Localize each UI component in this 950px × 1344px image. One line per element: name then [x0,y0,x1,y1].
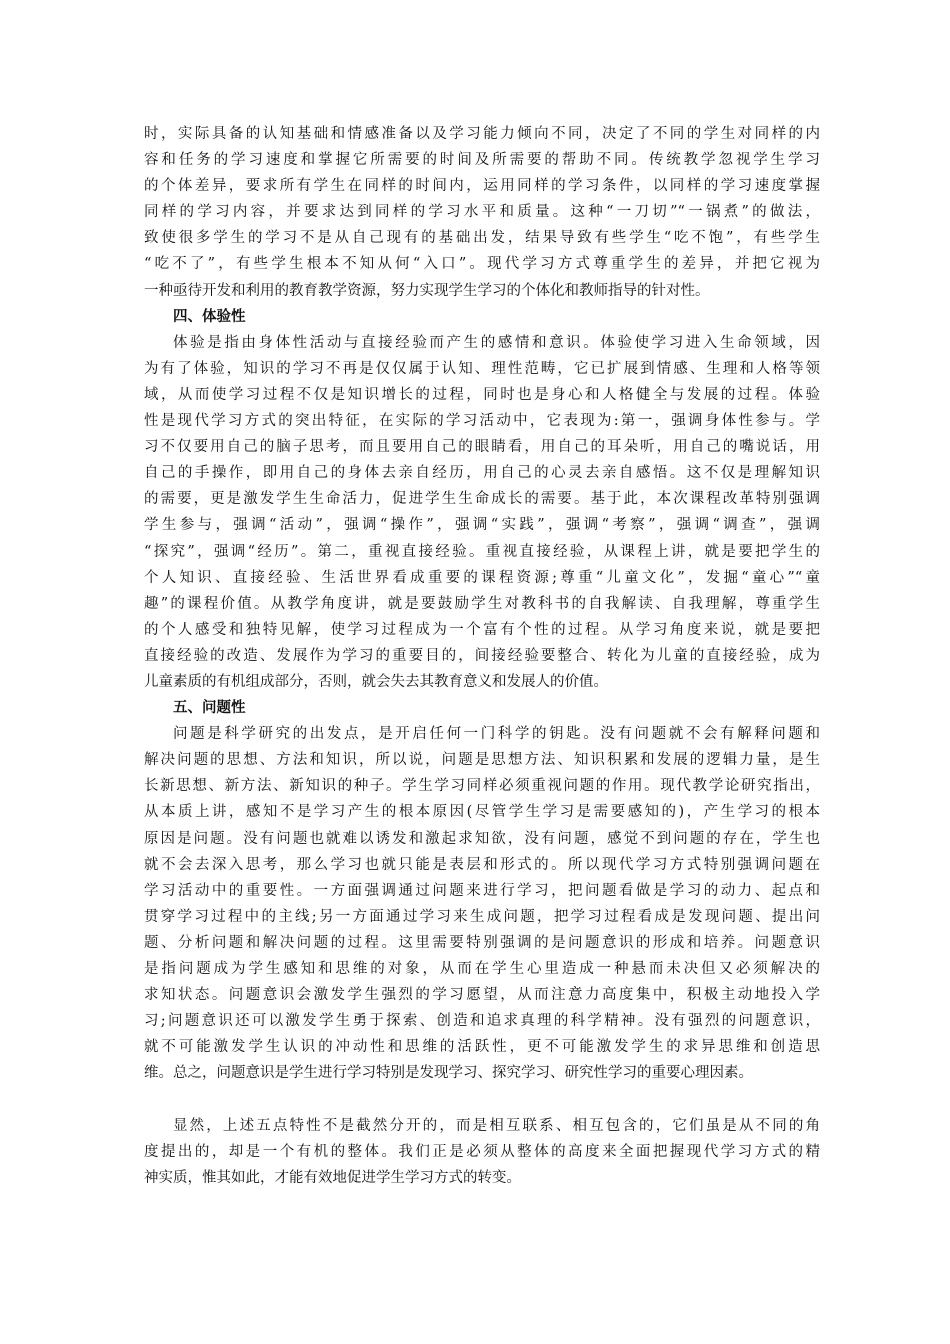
text-line: 神实质，惟其如此，才能有效地促进学生学习方式的转变。 [144,1169,521,1186]
text-line: “探究”，强调“经历”。第二，重视直接经验。重视直接经验，从课程上讲，就是要把学生的 [144,543,820,560]
section-problem-paragraph [144,721,820,1086]
text-line: 原因是问题。没有问题也就难以诱发和激起求知欲，没有问题，感觉不到问题的存在，学生也 [144,830,820,847]
text-line: 性是现代学习方式的突出特征，在实际的学习活动中，它表现为:第一，强调身体性参与。学 [144,413,820,430]
text-line: 学习活动中的重要性。一方面强调通过问题来进行学习，把问题看做是学习的动力、起点和 [144,882,820,899]
text-line: 容和任务的学习速度和掌握它所需要的时间及所需要的帮助不同。传统教学忽视学生学习 [144,152,820,169]
text-line: “吃不了”，有些学生根本不知从何“入口”。现代学习方式尊重学生的差异，并把它视为 [144,256,820,273]
text-line: 趣”的课程价值。从教学角度讲，就是要鼓励学生对教科书的自我解读、自我理解，尊重学生 [144,595,820,612]
text-line: 为有了体验，知识的学习不再是仅仅属于认知、理性范畴，它已扩展到情感、生理和人格等领 [144,360,820,377]
text-line: 直接经验的改造、发展作为学习的重要目的，间接经验要整合、转化为儿童的直接经验，成为 [144,647,820,664]
text-line: 儿童素质的有机组成部分，否则，就会失去其教育意义和发展人的价值。 [144,673,608,690]
section-experience-paragraph [144,330,820,695]
section-heading-problem: 五、问题性 [173,700,246,717]
text-line: 体验是指由身体性活动与直接经验而产生的感情和意识。体验使学习进入生命领域，因 [173,334,820,351]
text-line: 贯穿学习过程中的主线;另一方面通过学习来生成问题，把学习过程看成是发现问题、提出问 [144,908,820,925]
text-line: 题、分析问题和解决问题的过程。这里需要特别强调的是问题意识的形成和培养。问题意识 [144,934,820,951]
text-line: 的个人感受和独特见解，使学习过程成为一个富有个性的过程。从学习角度来说，就是要把 [144,621,820,638]
text-line: 维。总之，问题意识是学生进行学习特别是发现学习、探究学习、研究性学习的重要心理因素。 [144,1065,753,1082]
text-line: 是指问题成为学生感知和思维的对象，从而在学生心里造成一种悬而未决但又必须解决的 [144,961,820,977]
intro-paragraph [144,121,820,304]
text-line: 求知状态。问题意识会激发学生强烈的学习愿望，从而注意力高度集中，积极主动地投入学 [144,987,820,1004]
text-line: 长新思想、新方法、新知识的种子。学生学习同样必须重视问题的作用。现代教学论研究指出， [144,778,820,795]
document-body [144,121,820,1191]
text-line: 学生参与，强调“活动”，强调“操作”，强调“实践”，强调“考察”，强调“调查”，强调 [144,517,820,534]
conclusion-paragraph [144,1113,820,1191]
text-line: 一种亟待开发和利用的教育教学资源，努力实现学生学习的个体化和教师指导的针对性。 [144,282,710,299]
text-line: 从本质上讲，感知不是学习产生的根本原因(尽管学生学习是需要感知的)，产生学习的根本 [144,804,820,821]
text-line: 就不可能激发学生认识的冲动性和思维的活跃性，更不可能激发学生的求异思维和创造思 [144,1039,820,1056]
text-line: 的需要，更是激发学生生命活力，促进学生生命成长的需要。基于此，本次课程改革特别强调 [144,491,820,508]
paragraph-spacer [144,1086,820,1112]
text-line: 同样的学习内容，并要求达到同样的学习水平和质量。这种“一刀切”“一锅煮”的做法， [144,204,820,221]
text-line: 自己的手操作，即用自己的身体去亲自经历，用自己的心灵去亲自感悟。这不仅是理解知识 [144,465,820,482]
text-line: 域，从而使学习过程不仅是知识增长的过程，同时也是身心和人格健全与发展的过程。体验 [144,386,820,403]
text-line: 就不会去深入思考，那么学习也就只能是表层和形式的。所以现代学习方式特别强调问题在 [144,856,820,873]
text-line: 习;问题意识还可以激发学生勇于探索、创造和追求真理的科学精神。没有强烈的问题意识， [144,1013,820,1030]
text-line: 度提出的，却是一个有机的整体。我们正是必须从整体的高度来全面把握现代学习方式的精 [144,1143,820,1160]
section-heading-experience: 四、体验性 [173,308,246,325]
text-line: 显然，上述五点特性不是截然分开的，而是相互联系、相互包含的，它们虽是从不同的角 [173,1117,820,1134]
text-line: 问题是科学研究的出发点，是开启任何一门科学的钥匙。没有问题就不会有解释问题和 [173,726,820,743]
text-line: 解决问题的思想、方法和知识，所以说，问题是思想方法、知识积累和发展的逻辑力量，是生 [144,752,820,769]
text-line: 个人知识、直接经验、生活世界看成重要的课程资源;尊重“儿童文化”，发掘“童心”“童 [144,569,820,586]
text-line: 习不仅要用自己的脑子思考，而且要用自己的眼睛看，用自己的耳朵听，用自己的嘴说话，用 [144,439,820,456]
text-line: 的个体差异，要求所有学生在同样的时间内，运用同样的学习条件，以同样的学习速度掌握 [144,178,820,195]
text-line: 致使很多学生的学习不是从自己现有的基础出发，结果导致有些学生“吃不饱”，有些学生 [144,230,820,247]
text-line: 时，实际具备的认知基础和情感准备以及学习能力倾向不同，决定了不同的学生对同样的内 [144,126,820,142]
